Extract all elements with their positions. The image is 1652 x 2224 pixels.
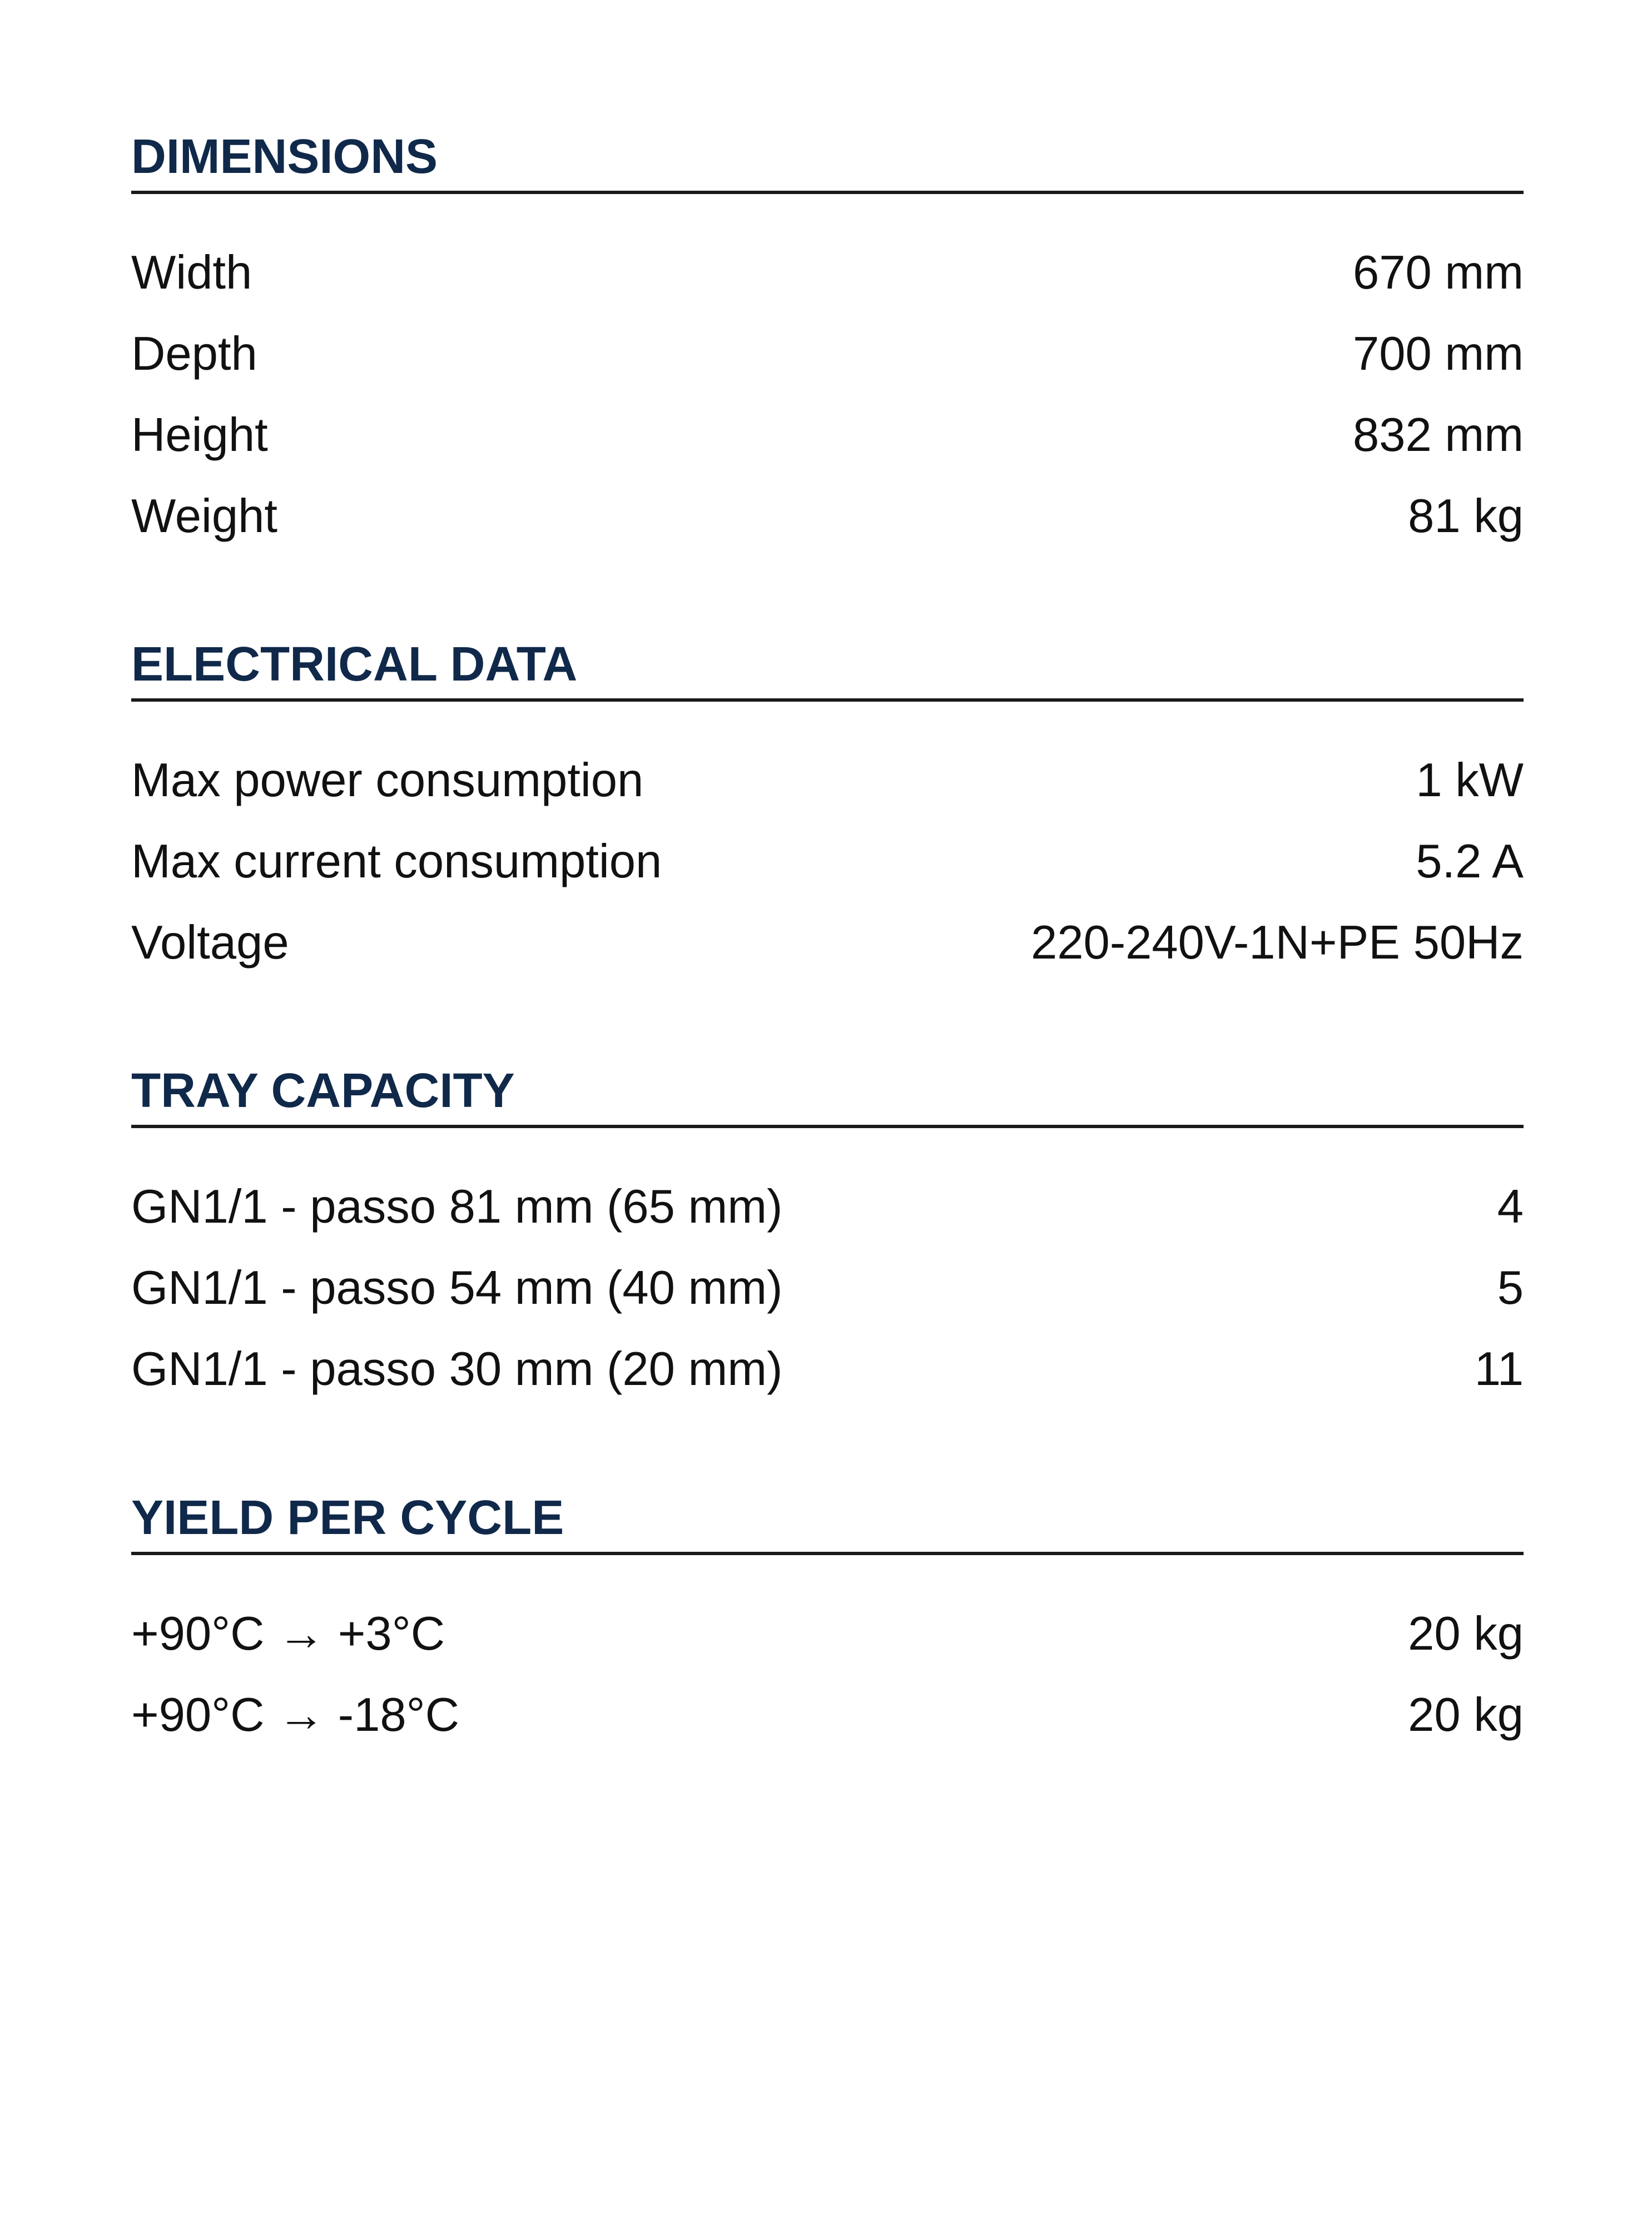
spec-list-dimensions xyxy=(131,232,1524,557)
spec-row-max-power xyxy=(131,740,1524,821)
spec-label: +90°C → -18°C xyxy=(131,1689,460,1741)
spec-row-tray-54mm xyxy=(131,1248,1524,1329)
spec-list-electrical xyxy=(131,740,1524,984)
spec-value: 5 xyxy=(1497,1262,1524,1314)
spec-row-max-current xyxy=(131,821,1524,902)
spec-row-tray-30mm xyxy=(131,1329,1524,1410)
spec-value: 11 xyxy=(1474,1343,1524,1396)
spec-value: 220-240V-1N+PE 50Hz xyxy=(1031,916,1524,969)
spec-value: 700 mm xyxy=(1352,327,1524,380)
spec-value: 5.2 A xyxy=(1416,835,1524,888)
section-divider xyxy=(131,1552,1524,1555)
spec-value: 81 kg xyxy=(1408,490,1524,543)
spec-row-width xyxy=(131,232,1524,314)
section-divider xyxy=(131,191,1524,194)
spec-row-weight xyxy=(131,476,1524,557)
spec-label: GN1/1 - passo 30 mm (20 mm) xyxy=(131,1343,783,1396)
spec-label: Height xyxy=(131,409,268,461)
spec-label: +90°C → +3°C xyxy=(131,1607,445,1660)
spec-row-tray-81mm xyxy=(131,1166,1524,1248)
spec-row-yield-freeze xyxy=(131,1675,1524,1756)
spec-label: GN1/1 - passo 81 mm (65 mm) xyxy=(131,1180,783,1233)
spec-row-height xyxy=(131,395,1524,476)
section-divider xyxy=(131,698,1524,702)
spec-label: Max power consumption xyxy=(131,754,644,807)
spec-label: GN1/1 - passo 54 mm (40 mm) xyxy=(131,1262,783,1314)
spec-value: 20 kg xyxy=(1408,1689,1524,1741)
spec-label: Max current consumption xyxy=(131,835,662,888)
spec-value: 832 mm xyxy=(1352,409,1524,461)
spec-label: Weight xyxy=(131,490,278,543)
spec-label: Depth xyxy=(131,327,257,380)
spec-value: 4 xyxy=(1497,1180,1524,1233)
spec-label: Voltage xyxy=(131,916,289,969)
section-title-yield-per-cycle: YIELD PER CYCLE xyxy=(131,1491,564,1545)
spec-value: 670 mm xyxy=(1352,246,1524,299)
spec-label: Width xyxy=(131,246,252,299)
spec-list-tray-capacity xyxy=(131,1166,1524,1410)
section-title-electrical-data: ELECTRICAL DATA xyxy=(131,637,578,691)
section-title-tray-capacity: TRAY CAPACITY xyxy=(131,1064,515,1118)
spec-row-depth xyxy=(131,314,1524,395)
spec-list-yield xyxy=(131,1593,1524,1756)
spec-value: 20 kg xyxy=(1408,1607,1524,1660)
section-divider xyxy=(131,1125,1524,1128)
section-title-dimensions: DIMENSIONS xyxy=(131,130,438,183)
spec-value: 1 kW xyxy=(1416,754,1524,807)
spec-row-voltage xyxy=(131,902,1524,984)
spec-row-yield-chill xyxy=(131,1593,1524,1675)
